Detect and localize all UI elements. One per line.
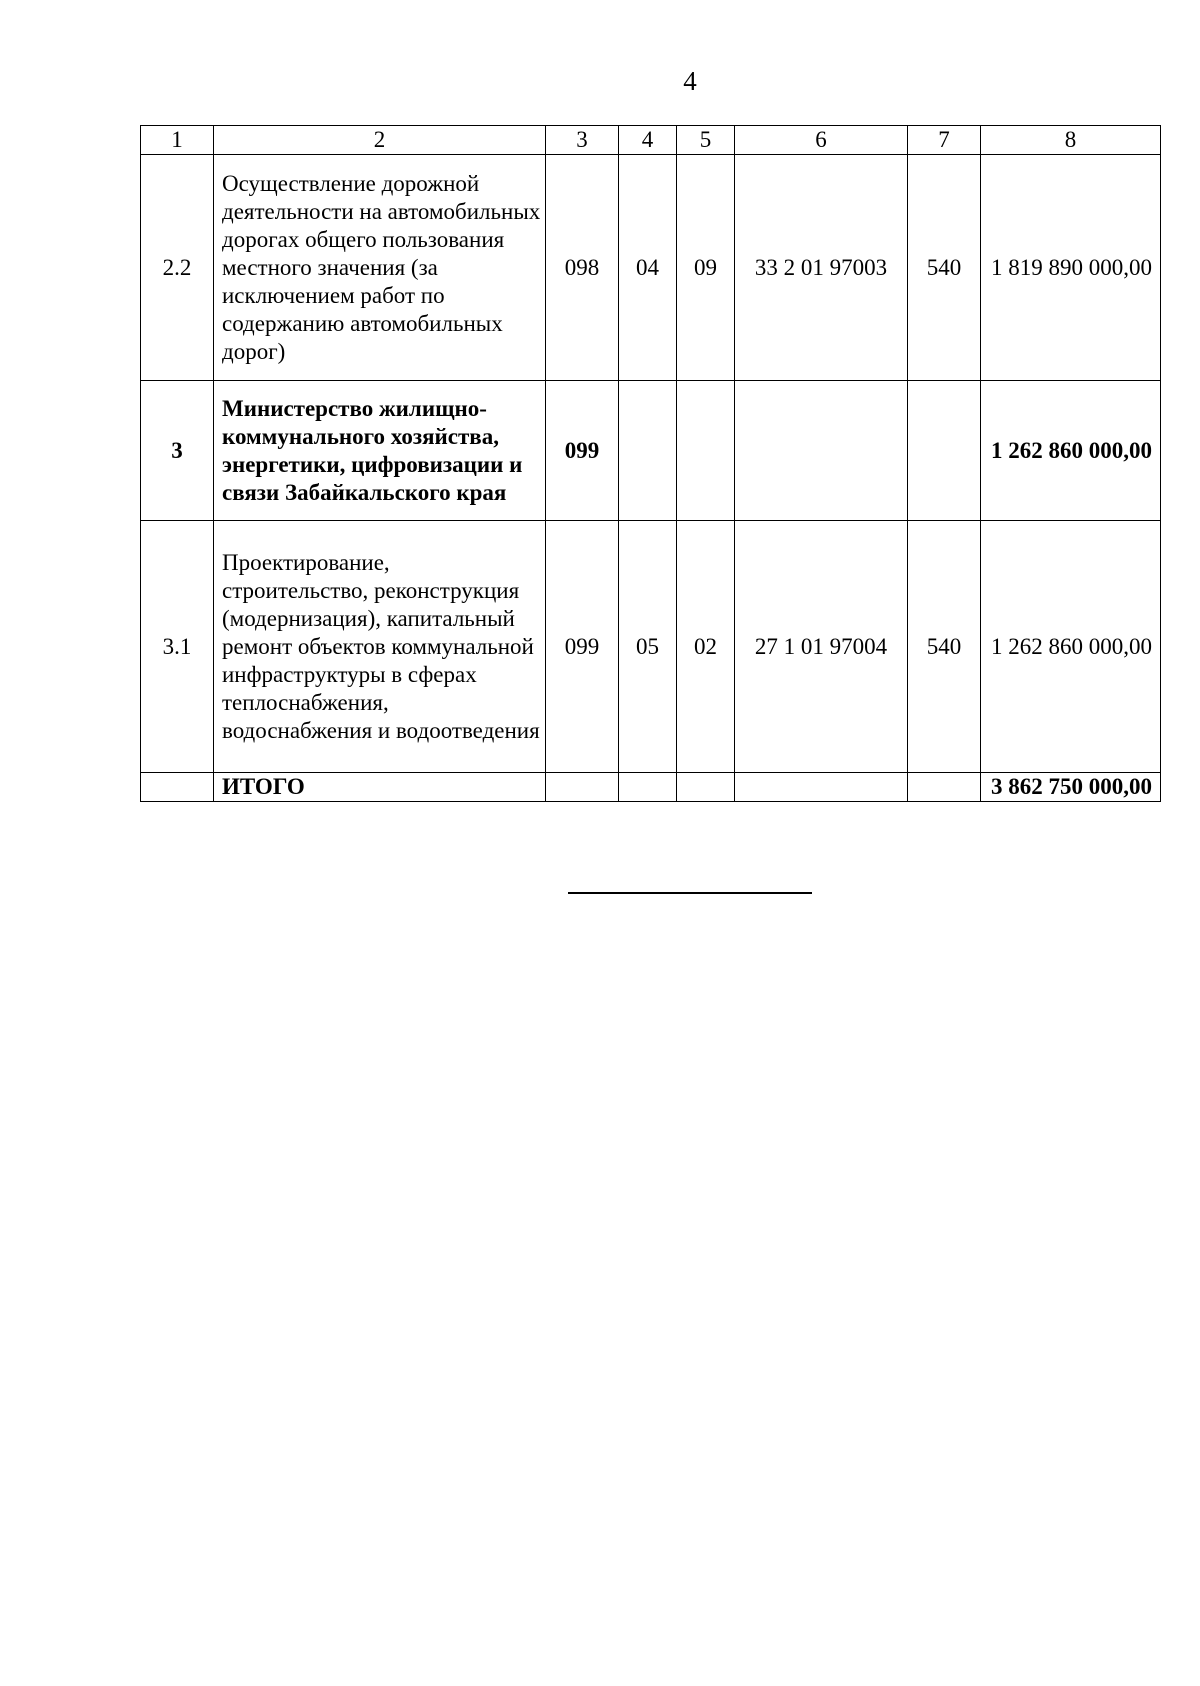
row-name: Осуществление дорожной деятельности на автомобильных дорогах общего пользования местного значения (за исключением работ по содержанию автомобильных дорог) xyxy=(214,155,546,381)
row-section xyxy=(619,381,677,521)
total-row xyxy=(141,773,1161,802)
row-amount: 1 262 860 000,00 xyxy=(981,521,1161,773)
row-expense-type: 540 xyxy=(908,521,981,773)
row-amount: 1 819 890 000,00 xyxy=(981,155,1161,381)
total-empty-cell xyxy=(141,773,214,802)
table-row xyxy=(141,521,1161,773)
header-cell-6: 6 xyxy=(735,126,908,155)
row-ministry-code: 099 xyxy=(546,521,619,773)
row-number: 2.2 xyxy=(141,155,214,381)
row-name: Проектирование, строительство, реконструкция (модернизация), капитальный ремонт объектов коммунальной инфраструктуры в сферах теплоснабжения, водоснабжения и водоотведения xyxy=(214,521,546,773)
header-cell-4: 4 xyxy=(619,126,677,155)
row-ministry-code: 098 xyxy=(546,155,619,381)
total-label: ИТОГО xyxy=(214,773,546,802)
total-amount: 3 862 750 000,00 xyxy=(981,773,1161,802)
page-number: 4 xyxy=(683,66,697,96)
row-name: Министерство жилищно-коммунального хозяйства, энергетики, цифровизации и связи Забайкальского края xyxy=(214,381,546,521)
row-number: 3 xyxy=(141,381,214,521)
row-section: 05 xyxy=(619,521,677,773)
budget-table xyxy=(140,125,1161,802)
separator-line xyxy=(568,892,812,894)
header-cell-3: 3 xyxy=(546,126,619,155)
header-cell-5: 5 xyxy=(677,126,735,155)
row-number: 3.1 xyxy=(141,521,214,773)
row-target-article: 27 1 01 97004 xyxy=(735,521,908,773)
total-empty-cell xyxy=(677,773,735,802)
total-empty-cell xyxy=(908,773,981,802)
total-empty-cell xyxy=(619,773,677,802)
row-amount: 1 262 860 000,00 xyxy=(981,381,1161,521)
row-section: 04 xyxy=(619,155,677,381)
total-empty-cell xyxy=(735,773,908,802)
row-ministry-code: 099 xyxy=(546,381,619,521)
total-empty-cell xyxy=(546,773,619,802)
table-row xyxy=(141,381,1161,521)
row-subsection: 09 xyxy=(677,155,735,381)
row-target-article: 33 2 01 97003 xyxy=(735,155,908,381)
header-cell-8: 8 xyxy=(981,126,1161,155)
row-target-article xyxy=(735,381,908,521)
row-subsection xyxy=(677,381,735,521)
header-cell-7: 7 xyxy=(908,126,981,155)
row-expense-type xyxy=(908,381,981,521)
table-header-row xyxy=(141,126,1161,155)
row-expense-type: 540 xyxy=(908,155,981,381)
header-cell-1: 1 xyxy=(141,126,214,155)
header-cell-2: 2 xyxy=(214,126,546,155)
table-row xyxy=(141,155,1161,381)
row-subsection: 02 xyxy=(677,521,735,773)
